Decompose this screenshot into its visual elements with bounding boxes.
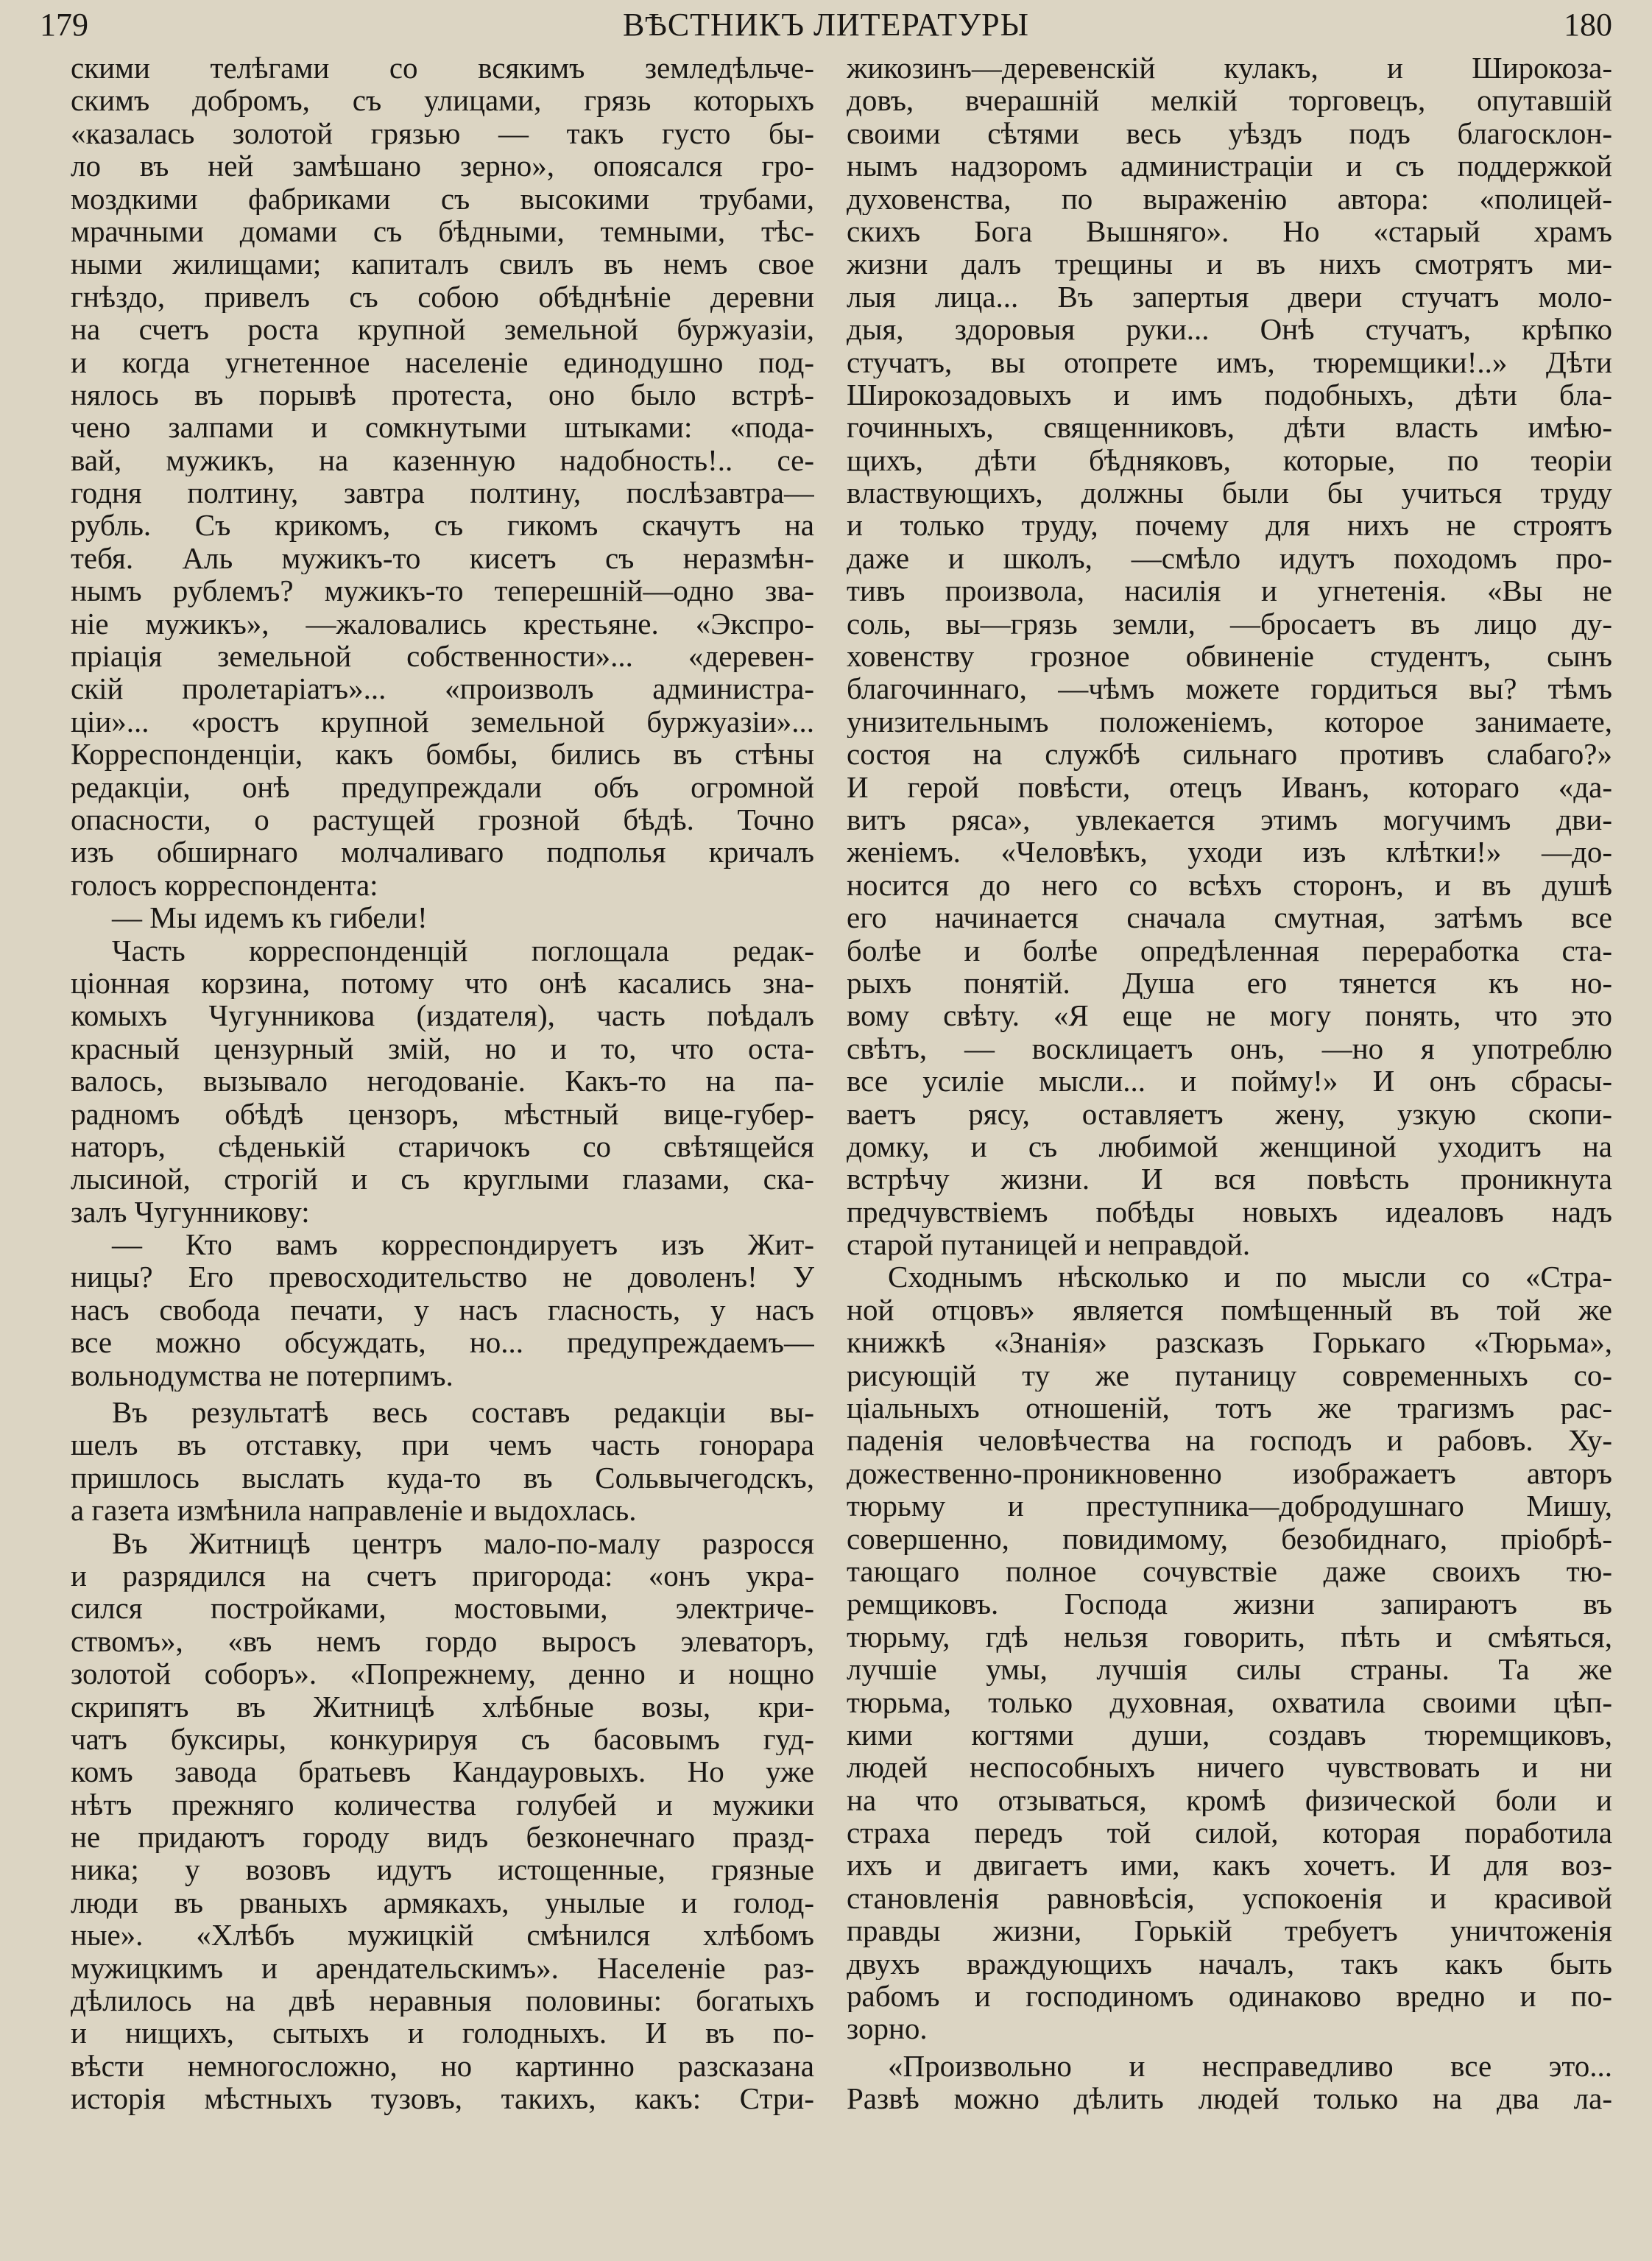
text-line: тюрьму и преступника—добродушнаго Мишу, [847, 1489, 1612, 1523]
text-line: рабомъ и господиномъ одинаково вредно и по- [847, 1980, 1612, 2013]
text-line: Корреспонденціи, какъ бомбы, бились въ стѣны [71, 738, 814, 771]
text-line: красный цензурный змій, но и то, что оста- [71, 1031, 814, 1065]
text-line: все можно обсуждать, но... предупреждаемъ— [71, 1326, 814, 1359]
text-line: золотой соборъ». «Попрежнему, денно и нощно [71, 1657, 814, 1690]
text-line: довъ, вчерашній мелкій торговецъ, опутавшій [847, 84, 1612, 117]
text-line: валось, вызывало негодованіе. Какъ-то на па- [71, 1065, 814, 1098]
text-line: болѣе и болѣе опредѣленная переработка ста- [847, 934, 1612, 967]
text-line: унизительнымъ положеніемъ, которое занимаете, [847, 705, 1612, 738]
text-line: мужицкимъ и арендательскимъ». Населеніе раз- [71, 1951, 814, 1985]
text-line: люди въ рваныхъ армякахъ, унылые и голод- [71, 1886, 814, 1919]
text-line: гочинныхъ, священниковъ, дѣти власть имѣю- [847, 411, 1612, 444]
text-line: нѣтъ прежняго количества голубей и мужики [71, 1788, 814, 1821]
text-line: духовенства, по выраженію автора: «полицей- [847, 182, 1612, 215]
text-line: — Кто вамъ корреспондируетъ изъ Жит- [112, 1228, 814, 1261]
text-line: ницы? Его превосходительство не доволенъ! У [71, 1260, 814, 1294]
text-line: скими телѣгами со всякимъ земледѣльче- [71, 52, 814, 85]
text-line: тебя. Аль мужикъ-то кисетъ съ неразмѣн- [71, 541, 814, 575]
text-line: на счетъ роста крупной земельной буржуазіи, [71, 313, 814, 346]
text-line: тюрьму, гдѣ нельзя говорить, пѣть и смѣяться, [847, 1620, 1612, 1654]
text-line: чено залпами и сомкнутыми штыками: «пода- [71, 411, 814, 444]
text-line: шелъ въ отставку, при чемъ часть гонорара [71, 1428, 814, 1461]
text-line: радномъ обѣдѣ цензоръ, мѣстный вице-губер- [71, 1097, 814, 1130]
text-line: Въ Житницѣ центръ мало-по-малу разросся [112, 1526, 814, 1559]
text-line: голосъ корреспондента: [71, 868, 378, 902]
text-line: правды жизни, Горькій требуетъ уничтоженія [847, 1914, 1612, 1947]
text-line: моздкими фабриками съ высокими трубами, [71, 182, 814, 215]
text-line: Сходнымъ нѣсколько и по мысли со «Стра- [888, 1260, 1612, 1294]
text-line: предчувствіемъ побѣды новыхъ идеаловъ надъ [847, 1195, 1612, 1229]
text-line: ваетъ рясу, оставляетъ жену, узкую скопи- [847, 1097, 1612, 1130]
text-line: опасности, о растущей грозной бѣдѣ. Точно [71, 803, 814, 836]
text-line: паденія человѣчества на господъ и рабовъ. Ху- [847, 1424, 1612, 1457]
text-line: нымъ рублемъ? мужикъ-то теперешній—одно зва- [71, 574, 814, 607]
text-line: жикозинъ—деревенскій кулакъ, и Широкоза- [847, 52, 1612, 85]
text-line: тающаго полное сочувствіе даже своихъ тю- [847, 1554, 1612, 1588]
text-line: своими сѣтями весь уѣздъ подъ благосклон- [847, 116, 1612, 150]
text-line: властвующихъ, должны были бы учиться труду [847, 476, 1612, 509]
text-line: и разрядился на счетъ пригорода: «онъ укра- [71, 1559, 814, 1592]
text-line: лучшіе умы, лучшія силы страны. Та же [847, 1653, 1612, 1686]
text-line: тивъ произвола, насилія и угнетенія. «Вы не [847, 574, 1612, 607]
text-line: ремщиковъ. Господа жизни запираютъ въ [847, 1587, 1612, 1620]
text-line: ствомъ», «въ немъ гордо выросъ элеваторъ, [71, 1624, 814, 1658]
text-line: соль, вы—грязь земли, —бросаетъ въ лицо ду- [847, 607, 1612, 641]
text-line: дыя, здоровыя руки... Онѣ стучатъ, крѣпко [847, 313, 1612, 346]
text-line: редакціи, онѣ предупреждали объ огромной [71, 770, 814, 803]
text-line: на что отзываться, кромѣ физической боли и [847, 1783, 1612, 1817]
text-line: тюрьма, только духовная, охватила своими цѣп- [847, 1685, 1612, 1718]
text-line: «Произвольно и несправедливо все это... [888, 2049, 1612, 2083]
text-line: мрачными домами съ бѣдными, темными, тѣс- [71, 214, 814, 248]
text-line: лысиной, строгій и съ круглыми глазами, ска- [71, 1163, 814, 1196]
text-line: наторъ, сѣденькій старичокъ со свѣтящейся [71, 1129, 814, 1163]
text-line: ціи»... «ростъ крупной земельной буржуазіи»... [71, 705, 814, 738]
text-line: жизни далъ трещины и въ нихъ смотрятъ ми- [847, 247, 1612, 281]
text-line: — Мы идемъ къ гибели! [112, 901, 428, 934]
text-line: Широкозадовыхъ и имъ подобныхъ, дѣти бла- [847, 378, 1612, 412]
text-line: изъ обширнаго молчаливаго подполья кричалъ [71, 836, 814, 869]
text-line: носится до него со всѣхъ сторонъ, и въ душѣ [847, 868, 1612, 902]
text-line: вольнодумства не потерпимъ. [71, 1358, 453, 1392]
text-line: зорно. [847, 2012, 928, 2045]
text-line: И герой повѣсти, отецъ Иванъ, котораго «да- [847, 770, 1612, 803]
text-line: и только труду, почему для нихъ не строятъ [847, 509, 1612, 542]
text-line: совершенно, повидимому, безобиднаго, пріобрѣ- [847, 1522, 1612, 1555]
text-line: нымъ надзоромъ администраціи и съ поддержкой [847, 149, 1612, 183]
text-line: ніе мужикъ», —жаловались крестьяне. «Экспро- [71, 607, 814, 641]
text-line: исторія мѣстныхъ тузовъ, такихъ, какъ: Стри- [71, 2082, 814, 2115]
text-line: а газета измѣнила направленіе и выдохлась. [71, 1494, 637, 1527]
text-line: встрѣчу жизни. И вся повѣсть проникнута [847, 1163, 1612, 1196]
text-line: Въ результатѣ весь составъ редакціи вы- [112, 1396, 814, 1429]
text-line: вѣсти немногосложно, но картинно разсказана [71, 2049, 814, 2083]
text-line: ными жилищами; капиталъ свилъ въ немъ свое [71, 247, 814, 281]
text-line: людей неспособныхъ ничего чувствовать и ни [847, 1751, 1612, 1784]
right-column [847, 52, 1612, 2253]
text-line: скій пролетаріатъ»... «произволъ администра- [71, 672, 814, 705]
text-line: лыя лица... Въ запертыя двери стучатъ моло- [847, 280, 1612, 314]
text-line: чатъ буксиры, конкурируя съ басовымъ гуд- [71, 1722, 814, 1756]
text-line: дожественно-проникновенно изображаетъ авторъ [847, 1456, 1612, 1490]
text-line: комыхъ Чугунникова (издателя), часть поѣдалъ [71, 999, 814, 1032]
text-line: ціонная корзина, потому что онѣ касались зна- [71, 966, 814, 1000]
text-line: состоя на службѣ сильнаго противъ слабаго?» [847, 738, 1612, 771]
text-line: его начинается сначала смутная, затѣмъ все [847, 901, 1612, 934]
text-line: ховенству грозное обвиненіе студентъ, сынъ [847, 640, 1612, 673]
text-line: становленія равновѣсія, успокоенія и красивой [847, 1881, 1612, 1915]
text-line: ихъ и двигаетъ ими, какъ хочетъ. И для воз- [847, 1849, 1612, 1882]
text-line: скихъ Бога Вышняго». Но «старый храмъ [847, 214, 1612, 248]
text-line: не придаютъ городу видъ безконечнаго празд- [71, 1821, 814, 1854]
text-line: свѣтъ, — восклицаетъ онъ, —но я употреблю [847, 1031, 1612, 1065]
text-line: дѣлилось на двѣ неравныя половины: богатыхъ [71, 1984, 814, 2017]
text-line: скимъ добромъ, съ улицами, грязь которыхъ [71, 84, 814, 117]
text-line: годня полтину, завтра полтину, послѣзавтра— [71, 476, 814, 509]
text-line: вай, мужикъ, на казенную надобность!.. се- [71, 443, 814, 477]
text-line: нялось въ порывѣ протеста, оно было встрѣ- [71, 378, 814, 412]
text-line: насъ свобода печати, у насъ гласность, у насъ [71, 1293, 814, 1327]
text-line: Часть корреспонденцій поглощала редак- [112, 934, 814, 967]
text-line: пріація земельной собственности»... «деревен- [71, 640, 814, 673]
text-line: комъ завода братьевъ Кандауровыхъ. Но уже [71, 1755, 814, 1788]
text-line: скрипятъ въ Житницѣ хлѣбные возы, кри- [71, 1690, 814, 1723]
page-number-right: 180 [1564, 7, 1612, 43]
left-column [71, 52, 814, 2253]
text-line: стучатъ, вы отопрете имъ, тюремщики!..» Дѣти [847, 345, 1612, 378]
text-line: женіемъ. «Человѣкъ, уходи изъ клѣтки!» —до- [847, 836, 1612, 869]
text-line: сился постройками, мостовыми, электриче- [71, 1592, 814, 1625]
text-line: гнѣздо, привелъ съ собою обѣднѣніе деревни [71, 280, 814, 314]
running-header [0, 4, 1652, 49]
text-line: и нищихъ, сытыхъ и голодныхъ. И въ по- [71, 2017, 814, 2050]
text-line: ціальныхъ отношеній, тотъ же трагизмъ рас- [847, 1391, 1612, 1425]
text-line: даже и школъ, —смѣло идутъ походомъ про- [847, 541, 1612, 575]
page-number-left: 179 [40, 7, 88, 43]
text-line: ные». «Хлѣбъ мужицкій смѣнился хлѣбомъ [71, 1919, 814, 1952]
text-line: ной отцовъ» является помѣщенный въ той же [847, 1293, 1612, 1327]
text-line: книжкѣ «Знанія» разсказъ Горькаго «Тюрьма», [847, 1326, 1612, 1359]
text-line: витъ ряса», увлекается этимъ могучимъ дви- [847, 803, 1612, 836]
text-line: старой путаницей и неправдой. [847, 1228, 1251, 1261]
text-line: рыхъ понятій. Душа его тянется къ но- [847, 966, 1612, 1000]
text-line: залъ Чугунникову: [71, 1195, 310, 1229]
text-line: домку, и съ любимой женщиной уходитъ на [847, 1129, 1612, 1163]
text-line: все усиліе мысли... и пойму!» И онъ сбрасы- [847, 1065, 1612, 1098]
text-line: рисующій ту же путаницу современныхъ со- [847, 1358, 1612, 1392]
text-line: ника; у возовъ идутъ истощенные, грязные [71, 1853, 814, 1886]
text-line: и когда угнетенное населеніе единодушно под- [71, 345, 814, 378]
text-line: Развѣ можно дѣлить людей только на два ла- [847, 2082, 1612, 2115]
text-line: страха передъ той силой, которая поработила [847, 1816, 1612, 1849]
text-line: рубль. Съ крикомъ, съ гикомъ скачутъ на [71, 509, 814, 542]
text-line: вому свѣту. «Я еще не могу понять, что это [847, 999, 1612, 1032]
text-line: ло въ ней замѣшано зерно», опоясался гро- [71, 149, 814, 183]
text-line: благочиннаго, —чѣмъ можете гордиться вы? тѣмъ [847, 672, 1612, 705]
text-line: кими когтями души, создавъ тюремщиковъ, [847, 1718, 1612, 1752]
journal-title: ВѢСТНИКЪ ЛИТЕРАТУРЫ [622, 7, 1030, 43]
text-line: щихъ, дѣти бѣдняковъ, которые, по теоріи [847, 443, 1612, 477]
text-line: двухъ враждующихъ началъ, такъ какъ быть [847, 1947, 1612, 1980]
text-line: пришлось выслать куда-то въ Сольвычегодскъ, [71, 1461, 814, 1495]
text-line: «казалась золотой грязью — такъ густо бы- [71, 116, 814, 150]
